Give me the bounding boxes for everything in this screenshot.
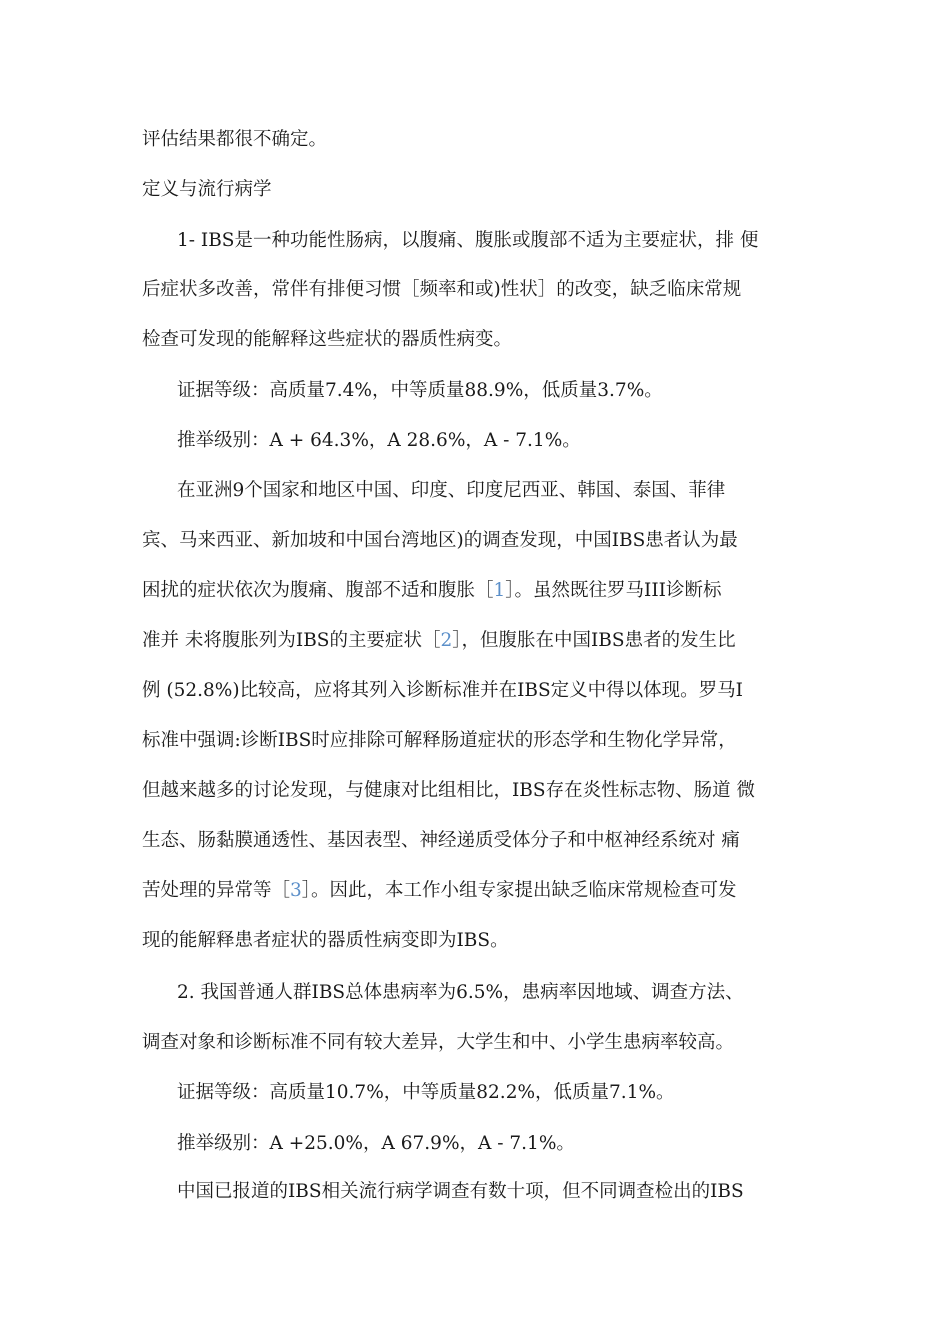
statement-1-line: 后症状多改善，常伴有排便习惯［频率和或)性状］的改变，缺乏临床常规 (142, 279, 742, 300)
text-run: ］，但腹胀在中国IBS患者的发生比 (452, 630, 736, 651)
discussion-line: 现的能解释患者症状的器质性病变即为IBS。 (142, 930, 509, 951)
evidence-level: 证据等级：高质量7.4%，中等质量88.9%，低质量3.7%。 (177, 380, 663, 401)
text-run: 准并 未将腹胀列为IBS的主要症状［ (142, 630, 441, 651)
discussion-line (142, 628, 736, 654)
statement-2-line: 2. 我国普通人群IBS总体患病率为6.5%，患病率因地域、调查方法、 (177, 982, 744, 1003)
discussion-line: 宾、马来西亚、新加坡和中国台湾地区)的调查发现，中国IBS患者认为最 (142, 530, 738, 551)
text-run: 困扰的症状依次为腹痛、腹部不适和腹胀［ (142, 580, 494, 601)
statement-1-line: 检查可发现的能解释这些症状的器质性病变。 (142, 329, 513, 350)
text-run: ］。虽然既往罗马III诊断标 (505, 580, 722, 601)
citation-link[interactable]: 2 (440, 630, 453, 651)
text-run: 苦处理的异常等［ (142, 880, 291, 901)
discussion-line: 在亚洲9个国家和地区中国、印度、印度尼西亚、韩国、泰国、菲律 (177, 480, 726, 501)
recommendation-level: 推举级别：A +25.0%，A 67.9%，A - 7.1%。 (177, 1133, 575, 1154)
discussion-line (142, 878, 737, 904)
text-run: ］。因此，本工作小组专家提出缺乏临床常规检查可发 (301, 880, 737, 901)
recommendation-level: 推举级别：A + 64.3%，A 28.6%，A - 7.1%。 (177, 430, 581, 451)
citation-link[interactable]: 3 (290, 880, 302, 901)
discussion-line: 生态、肠黏膜通透性、基因表型、神经递质受体分子和中枢神经系统对 痛 (142, 830, 740, 851)
evidence-level: 证据等级：高质量10.7%，中等质量82.2%，低质量7.1%。 (177, 1082, 675, 1103)
discussion-line: 例 (52.8%)比较高，应将其列入诊断标准并在IBS定义中得以体现。罗马I (142, 680, 743, 701)
discussion-line: 标准中强调:诊断IBS时应排除可解释肠道症状的形态学和生物化学异常， (142, 730, 737, 751)
discussion-line: 但越来越多的讨论发现，与健康对比组相比，IBS存在炎性标志物、肠道 微 (142, 780, 755, 801)
citation-link[interactable]: 1 (493, 580, 506, 601)
discussion-line (142, 578, 721, 604)
section-heading: 定义与流行病学 (142, 179, 272, 200)
statement-1-line: 1- IBS是一种功能性肠病，以腹痛、腹胀或腹部不适为主要症状，排 便 (177, 230, 759, 251)
paragraph-line: 评估结果都很不确定。 (142, 129, 328, 150)
statement-2-line: 调查对象和诊断标准不同有较大差异，大学生和中、小学生患病率较高。 (142, 1032, 735, 1053)
discussion-line: 中国已报道的IBS相关流行病学调查有数十项，但不同调查检出的IBS (177, 1181, 744, 1202)
